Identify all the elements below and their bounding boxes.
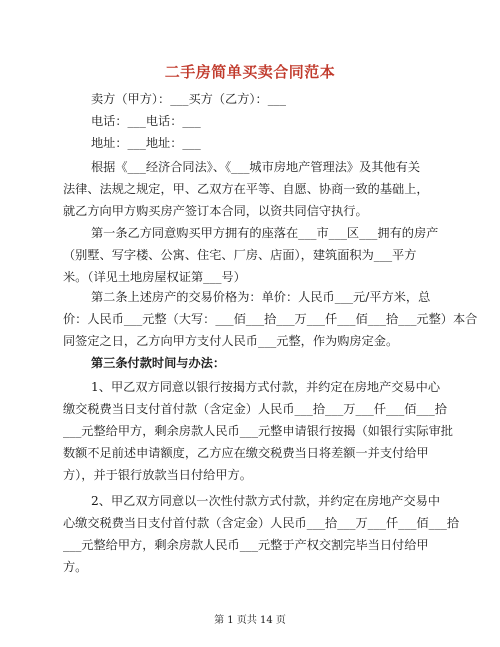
payment-1-line-4: 数额不足前述申请额度，乙方应在缴交税费当日将差额一并支付给甲 [63, 446, 429, 460]
clause-3-heading: 第三条付款时间与办法： [91, 356, 226, 370]
seller-buyer-line: 卖方（甲方）：___买方（乙方）：___ [91, 92, 286, 106]
payment-1-line-3: ___元整给甲方，剩余房款人民币___元整申请银行按揭（如银行实际审批 [63, 424, 453, 438]
preamble-line-2: 法律、法规之规定，甲、乙双方在平等、自愿、协商一致的基础上， [63, 182, 429, 196]
payment-1-line-5: 方），并于银行放款当日付给甲方。 [63, 468, 252, 482]
clause-2-line-1: 第二条上述房产的交易价格为：单价：人民币___元/平方米，总 [91, 290, 431, 304]
payment-2-line-1: 2、甲乙双方同意以一次性付款方式付款，并约定在房地产交易中 [91, 494, 441, 508]
clause-2-line-2: 价：人民币___元整（大写：___佰___拾___万___仟___佰___拾___元整）本合 [63, 312, 478, 326]
page-footer: 第 1 页共 14 页 [214, 615, 286, 626]
phone-line: 电话：___电话：___ [91, 114, 201, 128]
clause-1-line-2: （别墅、写字楼、公寓、住宅、厂房、店面），建筑面积为___平方 [63, 248, 417, 262]
clause-2-line-3: 同签定之日，乙方向甲方支付人民币___元整，作为购房定金。 [63, 334, 399, 348]
clause-1-line-1: 第一条乙方同意购买甲方拥有的座落在___市___区___拥有的房产 [91, 226, 439, 240]
payment-2-line-4: 方。 [63, 560, 88, 574]
document-title: 二手房简单买卖合同范本 [164, 63, 336, 81]
payment-1-line-1: 1、甲乙双方同意以银行按揭方式付款，并约定在房地产交易中心 [91, 380, 441, 394]
preamble-line-3: 就乙方向甲方购买房产签订本合同，以资共同信守执行。 [63, 204, 368, 218]
payment-2-line-3: ___元整给甲方，剩余房款人民币___元整于产权交割完毕当日付给甲 [63, 538, 429, 552]
clause-1-line-3: 米。（详见土地房屋权证第___号） [63, 270, 246, 284]
payment-2-line-2: 心缴交税费当日支付首付款（含定金）人民币___拾___万___仟___佰___拾 [63, 516, 460, 530]
preamble-line-1: 根据《___经济合同法》、《___城市房地产管理法》及其他有关 [91, 160, 421, 174]
payment-1-line-2: 缴交税费当日支付首付款（含定金）人民币___拾___万___仟___佰___拾 [63, 402, 447, 416]
address-line: 地址：___地址：___ [91, 136, 201, 150]
